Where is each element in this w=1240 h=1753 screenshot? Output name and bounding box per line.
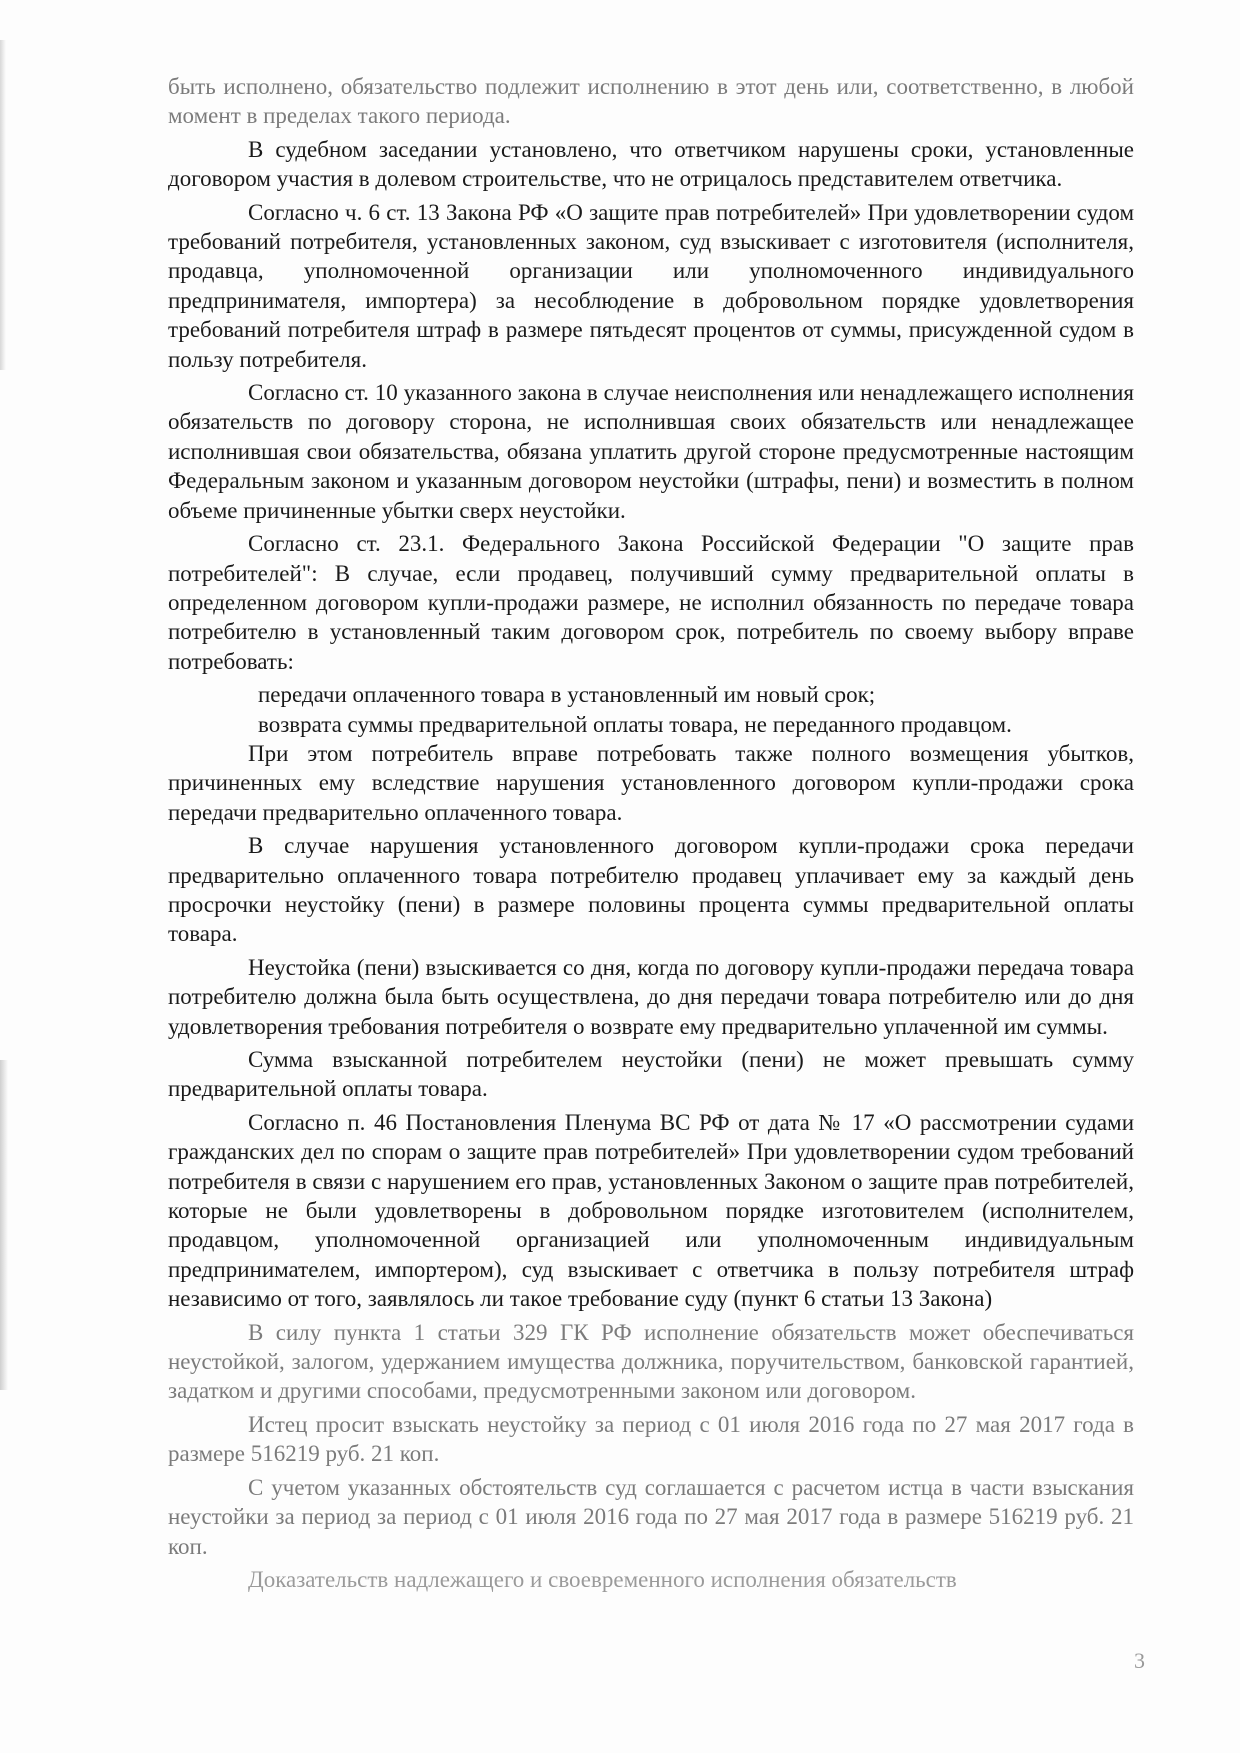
paragraph: Сумма взысканной потребителем неустойки (пени) не может превышать сумму предварительной оплаты товара. xyxy=(168,1047,1134,1102)
paragraph: Согласно ст. 23.1. Федерального Закона Российской Федерации "О защите прав потребителей": В случае, если продавец, получивший сумму предварительной оплаты в определенном договором купли-продажи размере, не исполнил обязанность по передаче товара потребителю в установленный таким договором срок, потребитель по своему выбору вправе потребовать: xyxy=(168,531,1134,674)
scan-shadow xyxy=(0,1060,8,1390)
paragraph: В случае нарушения установленного договором купли-продажи срока передачи предварительно оплаченного товара потребителю продавец уплачивает ему за каждый день просрочки неустойку (пени) в размере половины процента суммы предварительной оплаты товара. xyxy=(168,833,1134,947)
paragraph: Неустойка (пени) взыскивается со дня, когда по договору купли-продажи передача товара потребителю должна была быть осуществлена, до дня передачи товара потребителю или до дня удовлетворения требования потребителя о возврате ему предварительно уплаченной им суммы. xyxy=(168,954,1134,1039)
list-item: возврата суммы предварительной оплаты товара, не переданного продавцом. xyxy=(258,711,1012,737)
document-body xyxy=(168,72,1134,1598)
paragraph: В судебном заседании установлено, что ответчиком нарушены сроки, установленные договором участия в долевом строительстве, что не отрицалось представителем ответчика. xyxy=(168,136,1134,192)
paragraph: Согласно п. 46 Постановления Пленума ВС РФ от дата № 17 «О рассмотрении судами гражданских дел по спорам о защите прав потребителей» При удовлетворении судом требований потребителя в связи с нарушением его прав, установленных Законом о защите прав потребителей, которые не были удовлетворены в добровольном порядке изготовителем (исполнителем, продавцом, уполномоченной организацией или уполномоченным индивидуальным предпринимателем, импортером), суд взыскивает с ответчика в пользу потребителя штраф независимо от того, заявлялось ли такое требование суду (пункт 6 статьи 13 Закона) xyxy=(168,1109,1134,1312)
paragraph: Доказательств надлежащего и своевременного исполнения обязательств xyxy=(248,1566,957,1592)
paragraph: В силу пункта 1 статьи 329 ГК РФ исполнение обязательств может обеспечиваться неустойкой, залогом, удержанием имущества должника, поручительством, банковской гарантией, задатком и другими способами, предусмотренными законом или договором. xyxy=(168,1319,1134,1404)
paragraph: С учетом указанных обстоятельств суд соглашается с расчетом истца в части взыскания неустойки за период за период с 01 июля 2016 года по 27 мая 2017 года в размере 516219 руб. 21 коп. xyxy=(168,1474,1134,1559)
paragraph: Согласно ст. 10 указанного закона в случае неисполнения или ненадлежащего исполнения обязательств по договору сторона, не исполнившая своих обязательств или ненадлежащее исполнившая свои обязательства, обязана уплатить другой стороне предусмотренные настоящим Федеральным законом и указанным договором неустойки (штрафы, пени) и возместить в полном объеме причиненные убытки сверх неустойки. xyxy=(168,380,1134,523)
paragraph: быть исполнено, обязательство подлежит исполнению в этот день или, соответственно, в любой момент в пределах такого периода. xyxy=(168,74,1134,129)
scan-shadow xyxy=(0,40,6,370)
paragraph: При этом потребитель вправе потребовать также полного возмещения убытков, причиненных ему вследствие нарушения установленного договором купли-продажи срока передачи предварительно оплаченного товара. xyxy=(168,740,1134,825)
paragraph: Согласно ч. 6 ст. 13 Закона РФ «О защите прав потребителей» При удовлетворении судом требований потребителя, установленных законом, суд взыскивает с изготовителя (исполнителя, продавца, уполномоченной организации или уполномоченного индивидуального предпринимателя, импортера) за несоблюдение в добровольном порядке удовлетворения требований потребителя штраф в размере пятьдесят процентов от суммы, присужденной судом в пользу потребителя. xyxy=(168,199,1134,372)
page-number: 3 xyxy=(1134,1648,1145,1673)
list-item: передачи оплаченного товара в установленный им новый срок; xyxy=(258,682,876,708)
paragraph: Истец просит взыскать неустойку за период с 01 июля 2016 года по 27 мая 2017 года в размере 516219 руб. 21 коп. xyxy=(168,1411,1134,1467)
